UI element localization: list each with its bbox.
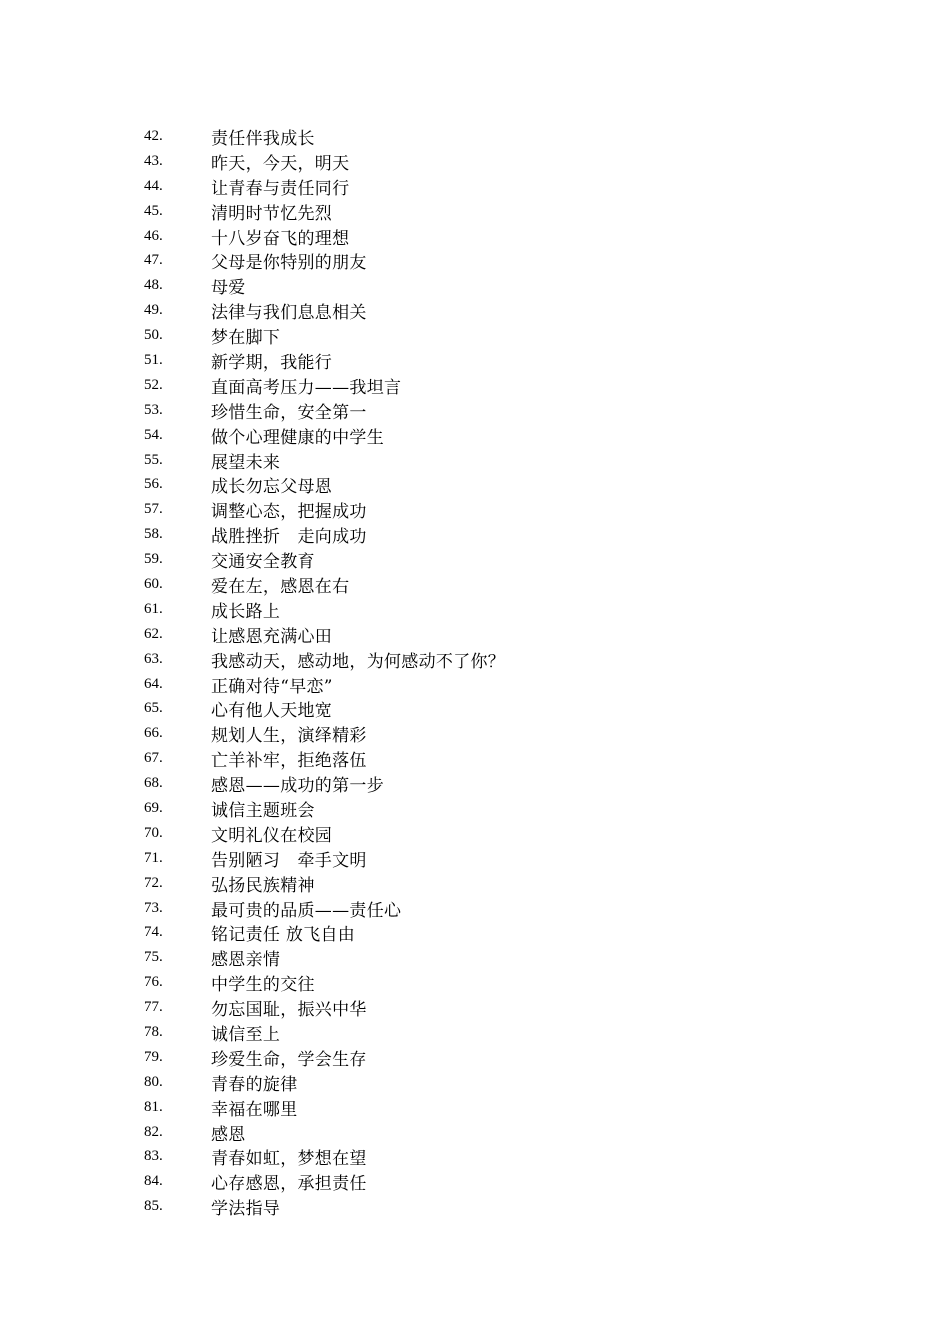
- item-text: 青春的旋律: [211, 1074, 298, 1095]
- item-text: 诚信主题班会: [211, 801, 315, 821]
- list-item: [144, 174, 505, 199]
- item-text: 学法指导: [211, 1199, 281, 1220]
- item-number: 69.: [144, 799, 163, 816]
- item-text: 幸福在哪里: [211, 1099, 298, 1120]
- topic-list: [144, 124, 505, 1219]
- list-item: [144, 1070, 505, 1095]
- item-number: 84.: [144, 1173, 163, 1190]
- item-text: 勿忘国耻，振兴中华: [211, 1000, 367, 1021]
- item-text: 正确对待“早恋”: [211, 676, 333, 697]
- list-item: [144, 298, 505, 323]
- item-number: 52.: [144, 376, 163, 393]
- item-text: 成长路上: [211, 601, 281, 622]
- list-item: [144, 746, 505, 771]
- item-number: 55.: [144, 451, 163, 468]
- item-number: 82.: [144, 1123, 163, 1140]
- list-item: [144, 472, 505, 497]
- item-number: 76.: [144, 974, 163, 991]
- item-text: 成长勿忘父母恩: [211, 477, 333, 498]
- item-text: 珍惜生命，安全第一: [211, 402, 367, 423]
- list-item: [144, 896, 505, 921]
- item-text: 梦在脚下: [211, 328, 281, 349]
- item-text: 让青春与责任同行: [211, 178, 350, 199]
- item-number: 49.: [144, 302, 163, 319]
- item-number: 71.: [144, 849, 163, 866]
- item-number: 53.: [144, 401, 163, 418]
- item-text: 诚信至上: [211, 1025, 281, 1046]
- item-text: 新学期，我能行: [211, 352, 333, 373]
- item-number: 73.: [144, 899, 163, 916]
- item-number: 83.: [144, 1148, 163, 1165]
- item-number: 56.: [144, 476, 163, 493]
- list-item: [144, 1145, 505, 1170]
- item-text: 最可贵的品质——责任心: [211, 900, 402, 921]
- item-number: 42.: [144, 127, 163, 144]
- list-item: [144, 497, 505, 522]
- item-text: 做个心理健康的中学生: [211, 427, 384, 448]
- item-text: 文明礼仪在校园: [211, 825, 333, 846]
- list-item: [144, 448, 505, 473]
- item-number: 64.: [144, 675, 163, 692]
- item-text: 亡羊补牢，拒绝落伍: [211, 751, 367, 772]
- item-number: 79.: [144, 1048, 163, 1065]
- list-item: [144, 846, 505, 871]
- item-text: 我感动天，感动地，为何感动不了你？: [211, 651, 506, 672]
- item-number: 50.: [144, 327, 163, 344]
- list-item: [144, 149, 505, 174]
- item-text: 爱在左，感恩在右: [211, 576, 350, 597]
- list-item: [144, 672, 505, 697]
- item-number: 70.: [144, 824, 163, 841]
- list-item: [144, 647, 505, 672]
- item-number: 66.: [144, 725, 163, 742]
- item-text: 感恩: [211, 1124, 246, 1145]
- item-text: 中学生的交往: [211, 975, 315, 996]
- item-number: 77.: [144, 999, 163, 1016]
- item-text: 母爱: [211, 278, 246, 299]
- item-text: 父母是你特别的朋友: [211, 253, 367, 274]
- item-text: 铭记责任 放飞自由: [211, 925, 356, 946]
- list-item: [144, 572, 505, 597]
- list-item: [144, 945, 505, 970]
- list-item: [144, 323, 505, 348]
- item-number: 63.: [144, 650, 163, 667]
- item-text: 珍爱生命，学会生存: [211, 1049, 367, 1070]
- list-item: [144, 796, 505, 821]
- item-text: 感恩——成功的第一步: [211, 776, 384, 797]
- item-text: 调整心态，把握成功: [211, 502, 367, 523]
- item-text: 战胜挫折 走向成功: [211, 527, 367, 548]
- item-text: 直面高考压力——我坦言: [211, 377, 402, 398]
- item-text: 昨天，今天，明天: [211, 153, 350, 174]
- item-number: 54.: [144, 426, 163, 443]
- list-item: [144, 224, 505, 249]
- item-text: 让感恩充满心田: [211, 626, 333, 647]
- list-item: [144, 921, 505, 946]
- list-item: [144, 1045, 505, 1070]
- item-text: 青春如虹，梦想在望: [211, 1149, 367, 1170]
- item-number: 72.: [144, 874, 163, 891]
- list-item: [144, 348, 505, 373]
- item-number: 46.: [144, 227, 163, 244]
- list-item: [144, 970, 505, 995]
- item-number: 80.: [144, 1073, 163, 1090]
- list-item: [144, 696, 505, 721]
- list-item: [144, 1194, 505, 1219]
- item-text: 交通安全教育: [211, 552, 315, 573]
- list-item: [144, 522, 505, 547]
- item-number: 81.: [144, 1098, 163, 1115]
- item-text: 清明时节忆先烈: [211, 203, 333, 224]
- item-number: 78.: [144, 1024, 163, 1040]
- item-number: 59.: [144, 551, 163, 568]
- item-text: 感恩亲情: [211, 950, 281, 971]
- item-number: 58.: [144, 526, 163, 543]
- item-number: 67.: [144, 750, 163, 767]
- list-item: [144, 398, 505, 423]
- item-text: 十八岁奋飞的理想: [211, 228, 350, 249]
- item-number: 45.: [144, 202, 163, 219]
- item-number: 47.: [144, 252, 163, 269]
- list-item: [144, 821, 505, 846]
- list-item: [144, 373, 505, 398]
- list-item: [144, 871, 505, 896]
- list-item: [144, 721, 505, 746]
- list-item: [144, 273, 505, 298]
- item-text: 告别陋习 牵手文明: [211, 850, 367, 871]
- item-text: 心存感恩，承担责任: [211, 1174, 367, 1195]
- item-text: 弘扬民族精神: [211, 875, 315, 896]
- list-item: [144, 248, 505, 273]
- list-item: [144, 1095, 505, 1120]
- item-number: 75.: [144, 949, 163, 966]
- item-number: 85.: [144, 1198, 163, 1215]
- item-number: 65.: [144, 700, 163, 717]
- list-item: [144, 995, 505, 1020]
- list-item: [144, 199, 505, 224]
- list-item: [144, 124, 505, 149]
- list-item: [144, 547, 505, 572]
- item-number: 44.: [144, 177, 163, 194]
- list-item: [144, 423, 505, 448]
- item-number: 60.: [144, 575, 163, 592]
- item-text: 法律与我们息息相关: [211, 303, 367, 324]
- item-number: 62.: [144, 625, 163, 642]
- list-item: [144, 622, 505, 647]
- list-item: [144, 1120, 505, 1145]
- item-number: 68.: [144, 775, 163, 792]
- list-item: [144, 1169, 505, 1194]
- item-number: 74.: [144, 924, 163, 941]
- item-text: 展望未来: [211, 452, 281, 473]
- item-number: 51.: [144, 351, 163, 368]
- item-text: 规划人生，演绎精彩: [211, 726, 367, 747]
- item-number: 48.: [144, 277, 163, 294]
- item-number: 57.: [144, 501, 163, 518]
- item-text: 责任伴我成长: [211, 128, 315, 149]
- item-number: 43.: [144, 152, 163, 169]
- list-item: [144, 771, 505, 796]
- list-item: [144, 1020, 505, 1045]
- item-number: 61.: [144, 600, 163, 617]
- list-item: [144, 597, 505, 622]
- item-text: 心有他人天地宽: [211, 701, 333, 722]
